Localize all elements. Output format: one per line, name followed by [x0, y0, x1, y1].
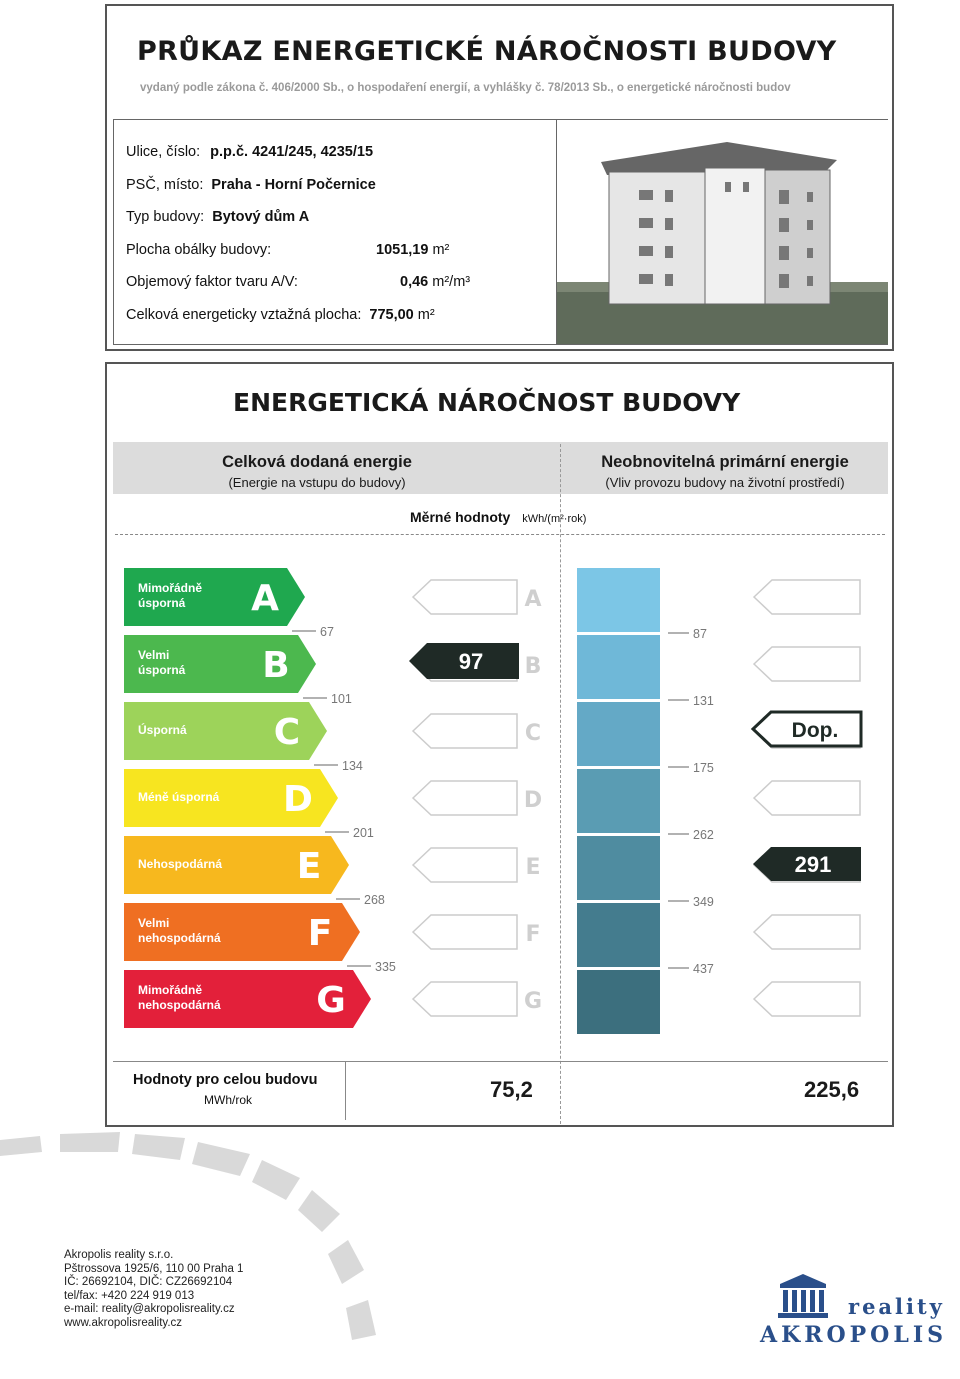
- primary-scale-band-c: [577, 702, 660, 766]
- company-name: Akropolis reality s.r.o.: [64, 1249, 174, 1261]
- total-primary-value: 225,6: [804, 1077, 860, 1102]
- threshold-label: 437: [693, 962, 714, 976]
- class-label: Úsporná: [138, 723, 187, 737]
- delivered-class-placeholder: [413, 848, 517, 882]
- class-letter: D: [283, 779, 313, 820]
- company-website[interactable]: www.akropolisreality.cz: [64, 1316, 183, 1329]
- info-unit: m²: [417, 307, 435, 323]
- info-label: Plocha obálky budovy:: [126, 242, 272, 258]
- primary-scale-band-d: [577, 769, 660, 833]
- performance-title: ENERGETICKÁ NÁROČNOST BUDOVY: [233, 388, 741, 417]
- class-label: Nehospodárná: [138, 857, 223, 871]
- primary-value: 291: [794, 852, 832, 877]
- ghost-class-letter: E: [525, 855, 541, 880]
- class-label: nehospodárná: [138, 931, 221, 945]
- primary-scale-band-f: [577, 903, 660, 967]
- info-value: Praha - Horní Počernice: [211, 177, 376, 193]
- threshold-label: 175: [693, 761, 714, 775]
- info-value: 1051,19: [376, 242, 429, 258]
- class-label: Mimořádně: [138, 581, 203, 595]
- class-letter: C: [273, 712, 301, 753]
- logo-word-akropolis: AKROPOLIS: [760, 1322, 947, 1348]
- logo-word-reality: reality: [848, 1294, 945, 1319]
- total-delivered-value: 75,2: [490, 1077, 533, 1102]
- threshold-label: 67: [320, 625, 334, 639]
- info-row-street: [126, 144, 373, 160]
- primary-scale-band-b: [577, 635, 660, 699]
- primary-class-placeholder: [754, 647, 860, 681]
- primary-scale-band-e: [577, 836, 660, 900]
- delivered-value: 97: [458, 649, 484, 674]
- company-contact: [64, 1249, 243, 1330]
- primary-class-placeholder: [754, 915, 860, 949]
- delivered-class-placeholder: [413, 714, 517, 748]
- info-row-shape-factor: [126, 274, 526, 290]
- class-label: Velmi: [138, 916, 170, 930]
- primary-scale-band-g: [577, 970, 660, 1034]
- primary-class-placeholder: [754, 580, 860, 614]
- threshold-label: 335: [375, 960, 396, 974]
- class-label: Velmi: [138, 648, 170, 662]
- info-row-type: [126, 209, 309, 225]
- info-value: Bytový dům A: [212, 209, 310, 225]
- certificate-subtitle: vydaný podle zákona č. 406/2000 Sb., o hospodaření energií, a vyhlášky č. 78/2013 Sb., o energetické náročnosti budov: [140, 82, 791, 94]
- class-letter: B: [262, 645, 290, 686]
- info-row-envelope: [126, 242, 526, 258]
- recommended-label: Dop.: [791, 719, 839, 742]
- akropolis-logo: [760, 1272, 955, 1352]
- ghost-class-letter: A: [524, 587, 542, 612]
- threshold-label: 262: [693, 828, 714, 842]
- class-label: Méně úsporná: [138, 790, 220, 804]
- company-address: Pštrossova 1925/6, 110 00 Praha 1: [64, 1262, 244, 1275]
- ghost-class-letter: G: [523, 989, 543, 1014]
- info-row-place: [126, 177, 376, 193]
- delivered-energy-subheading: (Energie na vstupu do budovy): [228, 475, 406, 490]
- energy-performance-box: [105, 362, 894, 1127]
- class-letter: F: [307, 913, 333, 954]
- primary-class-placeholder: [754, 781, 860, 815]
- class-letter: E: [296, 846, 322, 887]
- company-email[interactable]: e-mail: reality@akropolisreality.cz: [64, 1303, 235, 1315]
- ghost-class-letter: D: [523, 788, 543, 813]
- threshold-label: 349: [693, 895, 714, 909]
- threshold-label: 201: [353, 826, 374, 840]
- total-row-divider: [345, 1062, 346, 1120]
- delivered-class-placeholder: [413, 915, 517, 949]
- threshold-label: 101: [331, 692, 352, 706]
- class-label: úsporná: [138, 663, 186, 677]
- delivered-class-placeholder: [413, 982, 517, 1016]
- class-label: Mimořádně: [138, 983, 203, 997]
- info-label: Ulice, číslo:: [126, 144, 201, 160]
- info-unit: m²: [432, 242, 450, 258]
- certificate-header-box: [105, 4, 894, 351]
- info-label: PSČ, místo:: [126, 177, 204, 193]
- company-ids: IČ: 26692104, DIČ: CZ26692104: [64, 1276, 233, 1288]
- class-label: nehospodárná: [138, 998, 221, 1012]
- company-phone: tel/fax: +420 224 919 013: [64, 1289, 195, 1302]
- certificate-title: PRŮKAZ ENERGETICKÉ NÁROČNOSTI BUDOVY: [137, 36, 837, 67]
- primary-scale-band-a: [577, 568, 660, 632]
- specific-values-title: Měrné hodnoty: [410, 509, 511, 525]
- info-value: 775,00: [369, 307, 414, 323]
- temple-icon: [778, 1274, 828, 1318]
- primary-energy-subheading: (Vliv provozu budovy na životní prostředí): [605, 475, 845, 490]
- info-label: Objemový faktor tvaru A/V:: [126, 274, 298, 290]
- delivered-class-placeholder: [413, 580, 517, 614]
- total-row: [113, 1061, 888, 1122]
- class-letter: A: [251, 578, 279, 619]
- threshold-label: 131: [693, 694, 714, 708]
- specific-values-unit: kWh/(m²·rok): [522, 513, 587, 525]
- primary-energy-heading: Neobnovitelná primární energie: [601, 453, 849, 471]
- info-label: Celková energeticky vztažná plocha:: [126, 307, 362, 323]
- info-value: p.p.č. 4241/245, 4235/15: [210, 144, 374, 160]
- ghost-class-letter: B: [524, 654, 542, 679]
- ghost-class-letter: F: [525, 922, 541, 947]
- ghost-class-letter: C: [524, 721, 542, 746]
- class-letter: G: [316, 980, 346, 1021]
- class-label: úsporná: [138, 596, 186, 610]
- total-unit: MWh/rok: [204, 1093, 252, 1107]
- threshold-label: 87: [693, 627, 707, 641]
- building-image: [556, 120, 888, 344]
- delivered-energy-heading: Celková dodaná energie: [222, 453, 412, 471]
- threshold-label: 268: [364, 893, 385, 907]
- info-value: 0,46: [400, 274, 429, 290]
- delivered-class-placeholder: [413, 781, 517, 815]
- info-unit: m²/m³: [432, 274, 471, 290]
- threshold-label: 134: [342, 759, 363, 773]
- info-row-area: [126, 307, 546, 323]
- primary-class-placeholder: [754, 982, 860, 1016]
- total-label: Hodnoty pro celou budovu: [133, 1072, 318, 1088]
- building-info-panel: [113, 119, 888, 345]
- energy-class-scale: [107, 364, 892, 1054]
- info-label: Typ budovy:: [126, 209, 205, 225]
